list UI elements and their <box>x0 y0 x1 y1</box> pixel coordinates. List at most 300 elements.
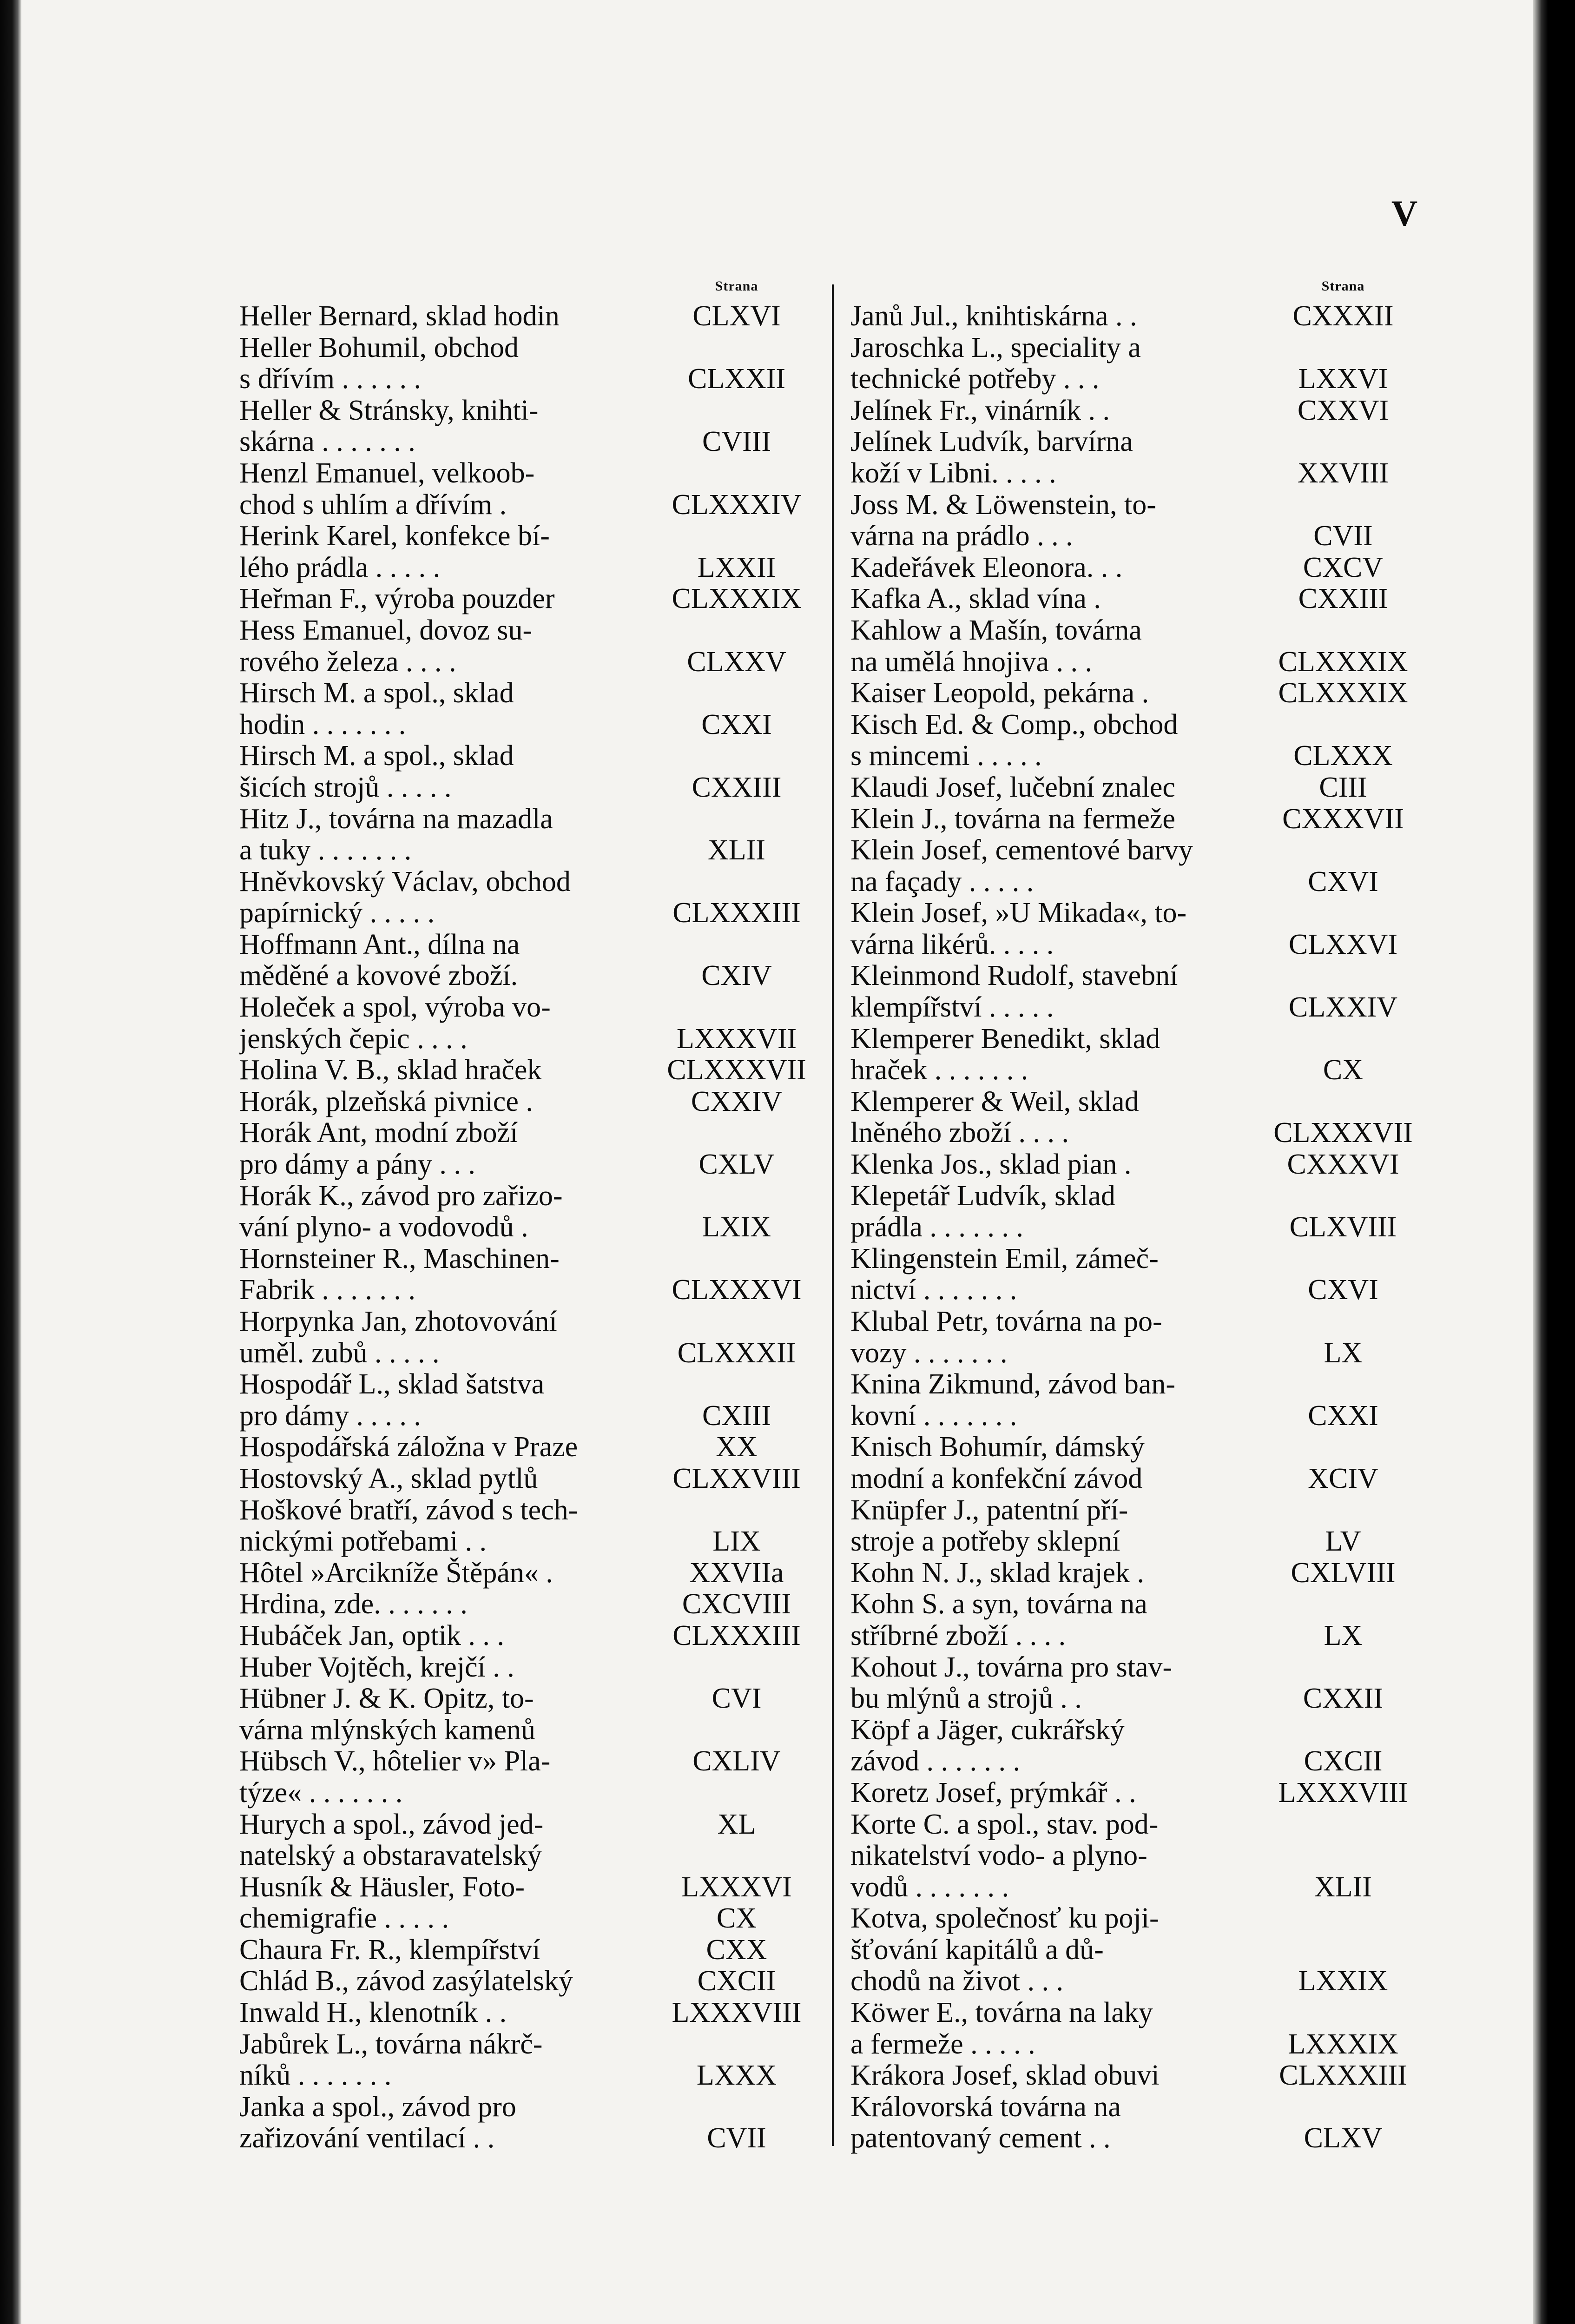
page-reference <box>1266 2092 1420 2123</box>
index-entry-line <box>850 1526 1420 1558</box>
entry-text: Hospodářská záložna v Praze <box>239 1432 578 1463</box>
page-reference <box>1266 489 1420 521</box>
entry-text: Hospodář L., sklad šatstva <box>239 1369 545 1400</box>
index-entry-line <box>239 1023 813 1055</box>
index-entry-line <box>239 521 813 552</box>
page-reference <box>660 992 813 1023</box>
entry-text: Hněvkovský Václav, obchod <box>239 866 571 898</box>
scan-edge-right <box>1533 0 1575 2324</box>
entry-text: chod s uhlím a dřívím . <box>239 489 507 521</box>
entry-text: Hübner J. & K. Opitz, to- <box>239 1683 534 1715</box>
entry-text: stříbrné zboží . . . . <box>850 1620 1066 1651</box>
index-entry-line <box>850 929 1420 961</box>
entry-text: Chaura Fr. R., klempířství <box>239 1934 540 1966</box>
index-entry-line <box>239 2123 813 2154</box>
index-entry-line <box>239 1400 813 1432</box>
index-entry-line <box>239 1181 813 1212</box>
index-entry-line <box>239 992 813 1023</box>
entry-text: modní a konfekční závod <box>850 1463 1143 1494</box>
index-entry-line <box>239 678 813 709</box>
entry-text: Heller Bernard, sklad hodin <box>239 301 560 332</box>
entry-text: Klaudi Josef, lučební znalec <box>850 772 1175 803</box>
index-entry-line <box>850 1809 1420 1841</box>
strana-header-right: Strana <box>1321 278 1365 294</box>
entry-text: šicích strojů . . . . . <box>239 772 452 803</box>
page-reference: XCIV <box>1308 1462 1378 1494</box>
index-entry-line <box>850 1715 1420 1746</box>
entry-text: lého prádla . . . . . <box>239 552 441 583</box>
entry-text: Kisch Ed. & Comp., obchod <box>850 709 1178 740</box>
page-reference <box>1266 898 1420 929</box>
index-entry-line <box>239 835 813 866</box>
entry-text: Holina V. B., sklad hraček <box>239 1055 542 1086</box>
index-entry-line <box>239 1495 813 1526</box>
entry-text: pro dámy . . . . . <box>239 1400 421 1432</box>
entry-text: na façady . . . . . <box>850 866 1034 898</box>
entry-text: várna na prádlo . . . <box>850 521 1073 552</box>
entry-text: níků . . . . . . . <box>239 2060 392 2092</box>
index-entry-line <box>850 709 1420 741</box>
entry-text: závod . . . . . . . <box>850 1746 1021 1777</box>
page-reference <box>660 1652 813 1684</box>
page-reference <box>1266 1181 1420 1212</box>
index-entry-line <box>850 2092 1420 2123</box>
entry-text: rového železa . . . . <box>239 646 456 678</box>
entry-text: Janů Jul., knihtiskárna . . <box>850 301 1137 332</box>
entry-text: Chlád B., závod zasýlatelský <box>239 1966 573 1997</box>
index-entry-line <box>850 1023 1420 1055</box>
index-entry-line <box>850 866 1420 898</box>
entry-text: Holeček a spol, výroba vo- <box>239 992 551 1023</box>
entry-text: nikatelství vodo- a plyno- <box>850 1840 1147 1872</box>
entry-text: Jelínek Ludvík, barvírna <box>850 426 1133 458</box>
index-entry-line <box>239 2029 813 2060</box>
entry-text: technické potřeby . . . <box>850 363 1100 395</box>
index-entry-line <box>239 1117 813 1149</box>
index-entry-line <box>850 1558 1420 1589</box>
index-entry-line <box>850 772 1420 804</box>
index-entry-line <box>239 898 813 929</box>
page-reference: CXXIV <box>691 1085 783 1117</box>
page-reference: CLXXV <box>687 646 786 678</box>
page-reference: XLII <box>1314 1871 1372 1903</box>
page-reference: CXXXVII <box>1282 803 1404 835</box>
entry-text: na umělá hnojiva . . . <box>850 646 1092 678</box>
page-reference: XX <box>716 1431 758 1463</box>
entry-text: Heller Bohumil, obchod <box>239 332 519 363</box>
page-reference <box>1266 1652 1420 1684</box>
entry-text: Köwer E., továrna na laky <box>850 1997 1153 2029</box>
entry-text: Kleinmond Rudolf, stavební <box>850 960 1178 992</box>
index-entry-line <box>850 647 1420 678</box>
index-entry-line <box>239 363 813 395</box>
index-entry-line <box>850 678 1420 709</box>
index-entry-line <box>239 1274 813 1306</box>
page-reference: CXCII <box>1304 1745 1383 1777</box>
page-reference: CVIII <box>702 426 771 458</box>
entry-text: natelský a obstaravatelský <box>239 1840 542 1872</box>
entry-text: a tuky . . . . . . . <box>239 835 412 866</box>
entry-text: Klemperer Benedikt, sklad <box>850 1023 1160 1055</box>
entry-text: Horák K., závod pro zařizo- <box>239 1180 563 1212</box>
index-entry-line <box>239 1777 813 1809</box>
page-reference <box>1266 1243 1420 1275</box>
index-entry-line <box>850 835 1420 866</box>
entry-text: bu mlýnů a strojů . . <box>850 1683 1082 1715</box>
index-entry-line <box>239 2060 813 2092</box>
page-reference: CLXXXIII <box>672 897 801 929</box>
index-entry-line <box>239 552 813 584</box>
index-entry-line <box>850 426 1420 458</box>
index-entry-line <box>239 1432 813 1463</box>
index-entry-line <box>239 1620 813 1652</box>
page-reference <box>1266 1997 1420 2029</box>
page-reference <box>660 1243 813 1275</box>
entry-text: Hrdina, zde. . . . . . . <box>239 1589 468 1620</box>
page-reference: CXLIV <box>692 1745 781 1777</box>
entry-text: Knisch Bohumír, dámský <box>850 1432 1145 1463</box>
page-reference <box>660 1369 813 1400</box>
entry-text: prádla . . . . . . . <box>850 1212 1023 1243</box>
index-entry-line <box>239 1715 813 1746</box>
index-entry-line <box>850 1306 1420 1338</box>
entry-text: uměl. zubů . . . . . <box>239 1337 440 1369</box>
entry-text: Knina Zikmund, závod ban- <box>850 1369 1176 1400</box>
index-entry-line <box>850 1369 1420 1400</box>
entry-text: Jaroschka L., speciality a <box>850 332 1141 363</box>
entry-text: Kaiser Leopold, pekárna . <box>850 678 1149 709</box>
index-entry-line <box>850 1181 1420 1212</box>
entry-text: Husník & Häusler, Foto- <box>239 1871 525 1903</box>
entry-text: kovní . . . . . . . <box>850 1400 1017 1432</box>
entry-text: s mincemi . . . . . <box>850 740 1042 772</box>
index-entry-line <box>850 2123 1420 2154</box>
page-reference <box>660 395 813 427</box>
index-entry-line <box>239 1872 813 1903</box>
entry-text: Krákora Josef, sklad obuvi <box>850 2060 1160 2092</box>
column-divider <box>832 284 834 2146</box>
index-entry-line <box>239 804 813 835</box>
page-reference: LXXII <box>697 551 776 583</box>
page-reference <box>1266 1023 1420 1055</box>
index-entry-line <box>850 1966 1420 1997</box>
index-column-left <box>239 272 813 2154</box>
index-entry-line <box>239 332 813 364</box>
index-entry-line <box>239 1966 813 1997</box>
page-reference: CVII <box>1313 520 1373 552</box>
entry-text: várna mlýnských kamenů <box>239 1714 536 1746</box>
entry-text: Jabůrek L., továrna nákrč- <box>239 2028 543 2060</box>
page-reference: XXVIII <box>1297 457 1389 489</box>
page-reference: CLXXXIX <box>672 583 802 615</box>
page-reference <box>1266 426 1420 458</box>
entry-text: nickými potřebami . . <box>239 1526 487 1558</box>
page-reference: CLXXXIX <box>1278 646 1408 678</box>
index-entry-line <box>850 1652 1420 1684</box>
page-reference: XL <box>717 1808 756 1840</box>
index-entry-line <box>239 1840 813 1872</box>
page-reference: CXXIII <box>1298 583 1388 615</box>
index-entry-line <box>239 1746 813 1777</box>
page-number: V <box>1391 193 1418 233</box>
page-reference: CLXXIV <box>1288 991 1398 1023</box>
entry-text: Klein J., továrna na fermeže <box>850 803 1175 835</box>
entry-text: Horák, plzeňská pivnice . <box>239 1086 533 1117</box>
index-entry-line <box>850 332 1420 364</box>
entry-text: lněného zboží . . . . <box>850 1117 1069 1149</box>
page-reference: CXIII <box>702 1400 771 1432</box>
page-reference <box>1266 332 1420 364</box>
index-entry-line <box>850 960 1420 992</box>
index-entry-line <box>239 960 813 992</box>
entry-text: papírnický . . . . . <box>239 898 435 929</box>
page-reference: CLXXXVI <box>672 1274 802 1306</box>
page-reference <box>660 2029 813 2060</box>
page-reference <box>660 1181 813 1212</box>
page-reference: CXCII <box>697 1965 776 1997</box>
page-reference <box>1266 1840 1420 1872</box>
page-reference: CXIV <box>701 960 772 992</box>
page-reference: CXLVIII <box>1291 1557 1396 1589</box>
entry-text: Köpf a Jäger, cukrářský <box>850 1714 1125 1746</box>
entry-text: Herink Karel, konfekce bí- <box>239 521 550 552</box>
entry-text: Janka a spol., závod pro <box>239 2091 516 2123</box>
entry-text: Knüpfer J., patentní pří- <box>850 1494 1128 1526</box>
page-reference <box>660 2092 813 2123</box>
page-reference: LXXXVIII <box>672 1997 802 2029</box>
index-entry-line <box>239 1149 813 1181</box>
index-entry-line <box>850 1463 1420 1495</box>
entry-text: Joss M. & Löwenstein, to- <box>850 489 1156 521</box>
index-entry-line <box>239 1055 813 1086</box>
index-entry-line <box>239 1212 813 1243</box>
index-entry-line <box>239 647 813 678</box>
index-entry-line <box>850 521 1420 552</box>
page-reference: CLXXII <box>687 363 786 395</box>
entry-text: Hoškové bratří, závod s tech- <box>239 1494 578 1526</box>
page-reference: CXXXVI <box>1287 1149 1399 1181</box>
page-reference <box>660 521 813 552</box>
entry-text: vozy . . . . . . . <box>850 1337 1008 1369</box>
entry-text: Královorská továrna na <box>850 2091 1121 2123</box>
page-reference <box>660 615 813 647</box>
page-reference: CIII <box>1319 771 1367 803</box>
index-entry-line <box>850 1274 1420 1306</box>
page-reference <box>1266 1589 1420 1620</box>
entry-text: Hubáček Jan, optik . . . <box>239 1620 504 1651</box>
index-entry-line <box>239 1997 813 2029</box>
entry-text: Klubal Petr, továrna na po- <box>850 1306 1162 1337</box>
page-reference: CLXXX <box>1293 740 1393 772</box>
page-reference: CLXXXVII <box>1273 1117 1413 1149</box>
index-entry-line <box>850 301 1420 332</box>
entry-text: Kohn N. J., sklad krajek . <box>850 1557 1144 1589</box>
page-reference <box>660 458 813 489</box>
page-reference: CXCVIII <box>682 1588 791 1620</box>
index-entry-line <box>850 1432 1420 1463</box>
entry-text: Hirsch M. a spol., sklad <box>239 740 514 772</box>
entry-text: Inwald H., klenotník . . <box>239 1997 507 2029</box>
index-entry-line <box>850 1117 1420 1149</box>
index-entry-line <box>850 1055 1420 1086</box>
entry-text: Korte C. a spol., stav. pod- <box>850 1809 1159 1840</box>
page-reference: LXXIX <box>1298 1965 1388 1997</box>
entry-text: Kohout J., továrna pro stav- <box>850 1651 1173 1683</box>
index-entry-line <box>850 1243 1420 1275</box>
page-reference <box>660 740 813 772</box>
page-reference <box>660 1117 813 1149</box>
page-reference: LV <box>1325 1525 1361 1558</box>
page-reference: CXXII <box>1303 1683 1384 1715</box>
page-reference <box>660 1495 813 1526</box>
entry-text: Koretz Josef, prýmkář . . <box>850 1777 1136 1809</box>
index-entry-line <box>239 1809 813 1841</box>
entry-text: Horpynka Jan, zhotovování <box>239 1306 557 1337</box>
page-reference: CXVI <box>1308 1274 1378 1306</box>
entry-text: Fabrik . . . . . . . <box>239 1274 415 1306</box>
index-entry-line <box>850 1746 1420 1777</box>
entry-text: pro dámy a pány . . . <box>239 1149 475 1181</box>
entry-text: týze« . . . . . . . <box>239 1777 403 1809</box>
page-reference <box>660 332 813 364</box>
page-reference <box>1266 835 1420 866</box>
index-entry-line <box>850 1495 1420 1526</box>
page-reference: LXXVI <box>1298 363 1388 395</box>
entry-text: Klein Josef, »U Mikada«, to- <box>850 898 1187 929</box>
index-entry-line <box>850 992 1420 1023</box>
index-entry-line <box>850 740 1420 772</box>
entry-text: Heřman F., výroba pouzder <box>239 583 555 615</box>
entry-text: Hoffmann Ant., dílna na <box>239 929 520 960</box>
entry-text: Kadeřávek Eleonora. . . <box>850 552 1123 583</box>
index-entry-line <box>239 426 813 458</box>
page-reference: CXVI <box>1308 865 1378 898</box>
entry-text: Hurych a spol., závod jed- <box>239 1809 544 1840</box>
page-reference: CLXXXIII <box>1279 2060 1407 2092</box>
page-reference: CLXXXVII <box>667 1054 806 1086</box>
entry-text: Hornsteiner R., Maschinen- <box>239 1243 560 1274</box>
index-entry-line <box>850 1149 1420 1181</box>
index-entry-line <box>850 1777 1420 1809</box>
entry-text: Hôtel »Arcikníže Štěpán« . <box>239 1557 553 1589</box>
page-reference <box>1266 1809 1420 1841</box>
page-reference <box>660 1715 813 1746</box>
page-reference: CXXI <box>701 708 772 740</box>
strana-header-left: Strana <box>715 278 758 294</box>
page-reference: CLXVIII <box>1289 1211 1397 1243</box>
page-reference: CXCV <box>1303 551 1384 583</box>
entry-text: Hirsch M. a spol., sklad <box>239 678 514 709</box>
index-entry-line <box>239 1558 813 1589</box>
page-reference <box>660 929 813 961</box>
index-entry-line <box>850 1840 1420 1872</box>
index-entry-line <box>850 1683 1420 1715</box>
entry-text: Heller & Stránsky, knihti- <box>239 395 539 426</box>
entry-text: Klingenstein Emil, zámeč- <box>850 1243 1159 1274</box>
index-entry-line <box>239 395 813 427</box>
index-entry-line <box>850 2060 1420 2092</box>
entry-text: měděné a kovové zboží. <box>239 960 518 992</box>
entry-text: stroje a potřeby sklepní <box>850 1526 1120 1558</box>
page-reference: LX <box>1324 1619 1363 1651</box>
entry-text: skárna . . . . . . . <box>239 426 415 458</box>
index-entry-line <box>239 2092 813 2123</box>
page-reference: XLII <box>708 834 765 866</box>
page-reference <box>1266 1715 1420 1746</box>
entry-text: chodů na život . . . <box>850 1966 1064 1997</box>
index-entry-line <box>239 1683 813 1715</box>
page-reference: CLXV <box>1304 2122 1383 2154</box>
index-entry-line <box>850 1338 1420 1369</box>
index-entry-line <box>239 1369 813 1400</box>
index-entry-line <box>850 458 1420 489</box>
entry-text: hraček . . . . . . . <box>850 1055 1028 1086</box>
page-reference: LXXXVII <box>676 1023 797 1055</box>
index-entry-line <box>850 1400 1420 1432</box>
entry-text: a fermeže . . . . . <box>850 2028 1035 2060</box>
index-entry-line <box>239 929 813 961</box>
entry-text: Klein Josef, cementové barvy <box>850 835 1193 866</box>
entry-text: Henzl Emanuel, velkoob- <box>239 457 535 489</box>
page-reference: CXLV <box>699 1149 775 1181</box>
entry-text: Kafka A., sklad vína . <box>850 583 1101 615</box>
page-reference <box>1266 960 1420 992</box>
index-entry-line <box>239 1463 813 1495</box>
index-entry-line <box>850 1903 1420 1934</box>
entry-text: hodin . . . . . . . <box>239 709 406 740</box>
page-reference: XXVIIa <box>689 1557 784 1589</box>
entry-text: Klemperer & Weil, sklad <box>850 1086 1139 1117</box>
page-reference <box>1266 1086 1420 1118</box>
page-reference: CXXIII <box>692 771 782 803</box>
entry-text: Hübsch V., hôtelier v» Pla- <box>239 1746 551 1777</box>
index-entry-line <box>239 489 813 521</box>
entry-text: Huber Vojtěch, krejčí . . <box>239 1651 514 1683</box>
index-entry-line <box>850 395 1420 427</box>
page-reference: CX <box>1323 1054 1364 1086</box>
entry-text: klempířství . . . . . <box>850 992 1054 1023</box>
page-reference: LXXXIX <box>1288 2028 1398 2060</box>
page-reference: LXXXVI <box>681 1871 792 1903</box>
index-entry-line <box>239 1934 813 1966</box>
entry-text: Jelínek Fr., vinárník . . <box>850 395 1110 426</box>
page-reference <box>1266 615 1420 647</box>
entry-text: zařizování ventilací . . <box>239 2123 495 2154</box>
index-entry-line <box>239 458 813 489</box>
entry-text: Kotva, společnosť ku poji- <box>850 1903 1159 1934</box>
page-reference <box>1266 1306 1420 1338</box>
index-entry-line <box>850 1997 1420 2029</box>
page-reference <box>660 678 813 709</box>
index-entry-line <box>239 301 813 332</box>
entry-text: Klenka Jos., sklad pian . <box>850 1149 1132 1181</box>
entry-text: Hitz J., továrna na mazadla <box>239 803 553 835</box>
entry-text: šťování kapitálů a dů- <box>850 1934 1104 1966</box>
entry-text: várna likérů. . . . . <box>850 929 1054 960</box>
page-reference <box>1266 709 1420 741</box>
page-reference: LXXXVIII <box>1278 1776 1408 1809</box>
page-reference <box>1266 1934 1420 1966</box>
index-entry-line <box>239 772 813 804</box>
entry-text: patentovaný cement . . <box>850 2123 1111 2154</box>
page-reference: LXXX <box>696 2060 777 2092</box>
index-entry-line <box>850 1620 1420 1652</box>
page-reference: CX <box>716 1902 757 1934</box>
index-entry-line <box>239 1086 813 1118</box>
index-entry-line <box>239 1589 813 1620</box>
index-entry-line <box>850 1934 1420 1966</box>
index-entry-line <box>239 1526 813 1558</box>
